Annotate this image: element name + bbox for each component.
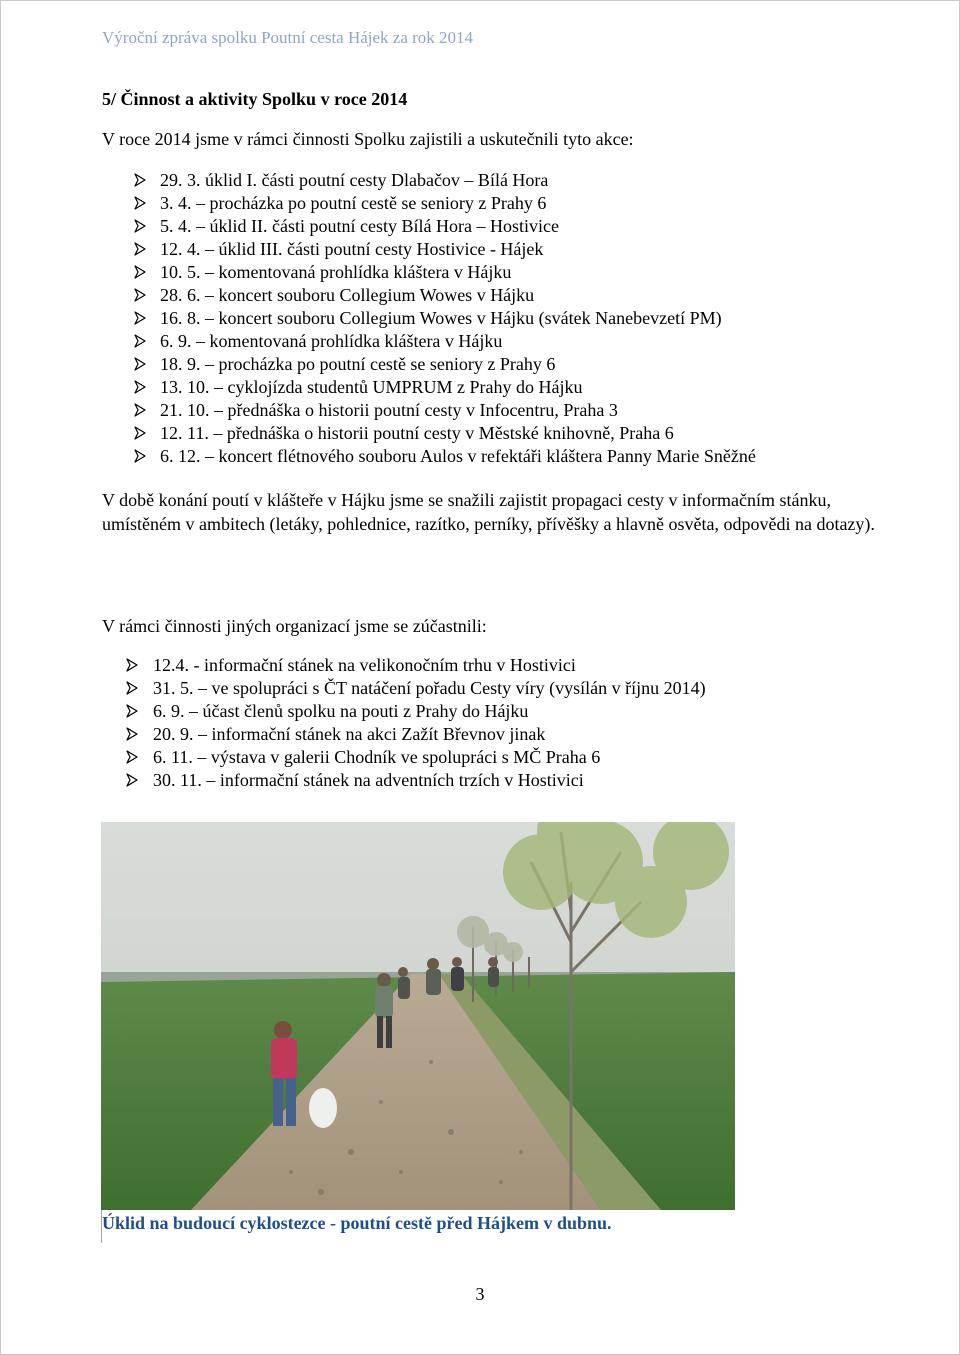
list-item-text: 6. 11. – výstava v galerii Chodník ve spolupráci s MČ Praha 6 xyxy=(153,747,601,767)
arrow-bullet-icon xyxy=(133,426,147,440)
arrow-bullet-icon xyxy=(133,288,147,302)
info-stand-paragraph: V době konání poutí v klášteře v Hájku jsme se snažili zajistit propagaci cesty v informačním stánku, umístěném v ambitech (letáky, pohlednice, razítko, perníky, přívěšky a hlavně osvěta, odpovědi na dotazy). xyxy=(102,490,875,534)
list-item xyxy=(0,654,706,677)
list-item xyxy=(0,769,706,792)
list-item xyxy=(0,445,756,468)
list-item-text: 18. 9. – procházka po poutní cestě se seniory z Prahy 6 xyxy=(160,354,556,374)
arrow-bullet-icon xyxy=(133,403,147,417)
list-item xyxy=(0,422,756,445)
list-item xyxy=(0,284,756,307)
list-item-text: 28. 6. – koncert souboru Collegium Wowes v Hájku xyxy=(160,285,535,305)
list-item-text: 6. 9. – účast členů spolku na pouti z Prahy do Hájku xyxy=(153,701,529,721)
list-item-text: 5. 4. – úklid II. části poutní cesty Bílá Hora – Hostivice xyxy=(160,216,559,236)
list-item-text: 13. 10. – cyklojízda studentů UMPRUM z Prahy do Hájku xyxy=(160,377,583,397)
arrow-bullet-icon xyxy=(133,242,147,256)
list-item-text: 30. 11. – informační stánek na adventních trzích v Hostivici xyxy=(153,770,584,790)
arrow-bullet-icon xyxy=(133,334,147,348)
arrow-bullet-icon xyxy=(125,773,139,787)
list-item xyxy=(0,169,756,192)
list-item xyxy=(0,192,756,215)
list-item-text: 3. 4. – procházka po poutní cestě se seniory z Prahy 6 xyxy=(160,193,547,213)
list-item xyxy=(0,376,756,399)
list-item xyxy=(0,330,756,353)
arrow-bullet-icon xyxy=(125,658,139,672)
arrow-bullet-icon xyxy=(133,311,147,325)
list-item-text: 16. 8. – koncert souboru Collegium Wowes v Hájku (svátek Nanebevzetí PM) xyxy=(160,308,722,328)
list-item-text: 10. 5. – komentovaná prohlídka kláštera v Hájku xyxy=(160,262,512,282)
section-title: 5/ Činnost a aktivity Spolku v roce 2014 xyxy=(102,89,408,109)
list-item-text: 12. 4. – úklid III. části poutní cesty Hostivice - Hájek xyxy=(160,239,544,259)
list-item-text: 12. 11. – přednáška o historii poutní cesty v Městské knihovně, Praha 6 xyxy=(160,423,674,443)
running-header: Výroční zpráva spolku Poutní cesta Hájek za rok 2014 xyxy=(102,28,474,47)
arrow-bullet-icon xyxy=(133,265,147,279)
events-list xyxy=(0,169,756,468)
list-item xyxy=(0,399,756,422)
list-item-text: 21. 10. – přednáška o historii poutní cesty v Infocentru, Praha 3 xyxy=(160,400,618,420)
list-item-text: 6. 12. – koncert flétnového souboru Aulos v refektáři kláštera Panny Marie Sněžné xyxy=(160,446,756,466)
arrow-bullet-icon xyxy=(133,449,147,463)
arrow-bullet-icon xyxy=(125,727,139,741)
list-item xyxy=(0,700,706,723)
list-item xyxy=(0,238,756,261)
list-item-text: 29. 3. úklid I. části poutní cesty Dlabačov – Bílá Hora xyxy=(160,170,549,190)
arrow-bullet-icon xyxy=(133,357,147,371)
list-item xyxy=(0,723,706,746)
list-item xyxy=(0,307,756,330)
arrow-bullet-icon xyxy=(133,219,147,233)
arrow-bullet-icon xyxy=(125,750,139,764)
other-organizations-heading: V rámci činnosti jiných organizací jsme se zúčastnili: xyxy=(102,616,487,636)
page-number: 3 xyxy=(475,1284,485,1304)
list-item xyxy=(0,261,756,284)
arrow-bullet-icon xyxy=(133,173,147,187)
arrow-bullet-icon xyxy=(133,196,147,210)
list-item xyxy=(0,215,756,238)
section-intro: V roce 2014 jsme v rámci činnosti Spolku zajistili a uskutečnili tyto akce: xyxy=(102,129,634,149)
arrow-bullet-icon xyxy=(125,681,139,695)
arrow-bullet-icon xyxy=(125,704,139,718)
list-item xyxy=(0,677,706,700)
list-item-text: 20. 9. – informační stánek na akci Zažít Břevnov jinak xyxy=(153,724,546,744)
arrow-bullet-icon xyxy=(133,380,147,394)
list-item xyxy=(0,353,756,376)
list-item xyxy=(0,746,706,769)
other-events-list xyxy=(0,654,706,792)
list-item-text: 12.4. - informační stánek na velikonočním trhu v Hostivici xyxy=(153,655,576,675)
photo-caption: Úklid na budoucí cyklostezce - poutní cestě před Hájkem v dubnu. xyxy=(101,1210,736,1243)
cleanup-photo xyxy=(101,822,735,1210)
list-item-text: 6. 9. – komentovaná prohlídka kláštera v Hájku xyxy=(160,331,503,351)
list-item-text: 31. 5. – ve spolupráci s ČT natáčení pořadu Cesty víry (vysílán v říjnu 2014) xyxy=(153,678,706,698)
